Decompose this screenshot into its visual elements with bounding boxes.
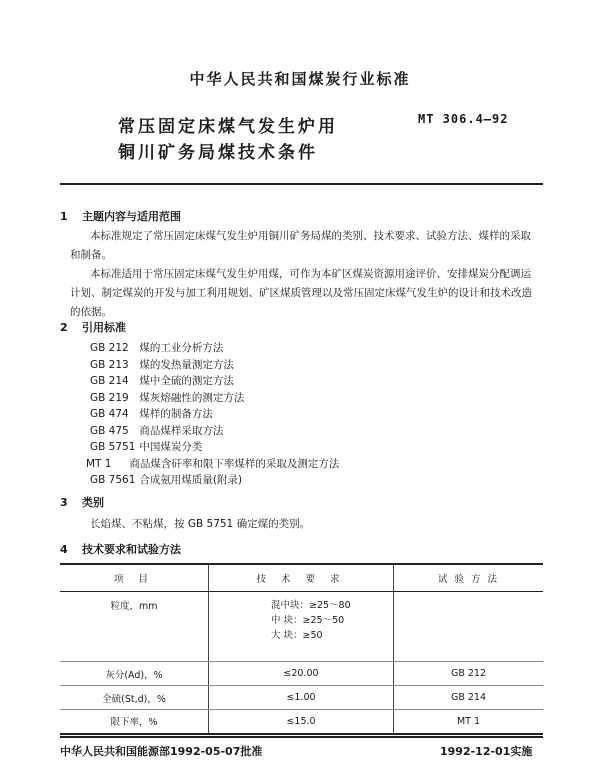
document-title-line-1: 常压固定床煤气发生炉用: [118, 117, 338, 137]
document-title-line-2: 铜川矿务局煤技术条件: [118, 143, 318, 163]
reference-item: [90, 439, 339, 456]
section-number: 4: [60, 543, 68, 556]
reference-item: [90, 340, 339, 357]
cell-item: 限下率，%: [60, 710, 209, 734]
reference-code: GB 214: [90, 375, 129, 387]
cell-method: MT 1: [394, 710, 544, 734]
footer-rule: [60, 736, 543, 738]
reference-title: 中国煤炭分类: [139, 441, 203, 453]
size-line-medium: 中 块：≥25～50: [271, 615, 345, 626]
reference-title: 商品煤样采取方法: [139, 424, 224, 437]
section-3-heading: [60, 494, 104, 510]
header-item: 项 目: [60, 564, 209, 592]
reference-code: GB 474: [90, 408, 129, 420]
requirements-table: [60, 563, 543, 735]
header-method: 试 验 方 法: [394, 564, 544, 592]
section-1-heading: [60, 208, 181, 224]
section-3-text: 长焰煤、不粘煤，按 GB 5751 确定煤的类别。: [90, 518, 311, 530]
reference-item: [90, 472, 339, 489]
section-2-heading: [60, 319, 126, 335]
section-number: 1: [60, 210, 68, 223]
reference-item: [86, 456, 339, 473]
cell-item: 灰分(Ad)，%: [60, 662, 209, 686]
cell-item: 全硫(St,d)，%: [60, 686, 209, 710]
section-1-paragraph-2: 本标准适用于常压固定床煤气发生炉用煤，可作为本矿区煤炭资源用途评价、安排煤炭分配调运计划、制定煤炭的开发与加工利用规划、矿区煤质管理以及常压固定床煤气发生炉的设计和技术改造的依据。: [70, 268, 532, 318]
size-line-mixed: 混中块：≥25～80: [271, 600, 351, 611]
reference-code: GB 212: [90, 342, 129, 354]
cell-requirement: ≤20.00: [209, 662, 394, 686]
table-row-ash: [60, 662, 543, 686]
header-rule: [60, 183, 543, 185]
section-number: 2: [60, 321, 68, 334]
cell-requirement: ≤1.00: [209, 686, 394, 710]
implementation-date: 1992-12-01实施: [440, 745, 533, 758]
reference-item: [90, 390, 339, 407]
cell-method: [394, 592, 544, 662]
reference-title: 煤中全硫的测定方法: [139, 375, 234, 387]
reference-code: GB 219: [90, 391, 129, 404]
reference-item: [90, 406, 339, 423]
reference-item: [90, 357, 339, 374]
cell-requirement: ≤15.0: [209, 710, 394, 734]
section-title: 技术要求和试验方法: [82, 543, 181, 556]
table-row-undersize: [60, 710, 543, 734]
reference-title: 煤的工业分析方法: [139, 342, 224, 354]
standard-category-title: 中华人民共和国煤炭行业标准: [189, 70, 411, 88]
section-number: 3: [60, 496, 68, 509]
reference-code: GB 5751: [90, 441, 136, 453]
cell-requirement: [209, 592, 394, 662]
reference-code: GB 213: [90, 358, 129, 371]
table-row-sulfur: [60, 686, 543, 710]
reference-title: 煤样的制备方法: [139, 408, 213, 420]
reference-code: GB 7561: [90, 474, 136, 486]
table-row-size: [60, 592, 543, 662]
approval-line: 中华人民共和国能源部1992-05-07批准: [60, 745, 263, 758]
reference-code: GB 475: [90, 424, 129, 437]
cell-item: 粒度，mm: [60, 592, 209, 662]
size-line-large: 大 块：≥50: [271, 630, 323, 641]
reference-item: [90, 373, 339, 390]
section-1-paragraph-1: 本标准规定了常压固定床煤气发生炉用铜川矿务局煤的类别、技术要求、试验方法、煤样的采取和制备。: [70, 230, 531, 261]
section-title: 主题内容与适用范围: [82, 210, 181, 223]
section-4-heading: [60, 541, 181, 557]
section-title: 引用标准: [82, 321, 126, 334]
table-header-row: [60, 564, 543, 592]
cell-method: GB 212: [394, 662, 544, 686]
reference-title: 煤的发热量测定方法: [139, 358, 234, 371]
reference-item: [90, 423, 339, 440]
reference-title: 合成氨用煤质量(附录): [139, 474, 243, 486]
cell-method: GB 214: [394, 686, 544, 710]
reference-title: 煤灰熔融性的测定方法: [139, 391, 245, 404]
standard-code: MT 306.4—92: [418, 112, 509, 126]
reference-title: 商品煤含矸率和限下率煤样的采取及测定方法: [129, 457, 340, 470]
section-title: 类别: [82, 496, 104, 509]
reference-code: MT 1: [86, 457, 112, 470]
reference-list: [86, 340, 340, 489]
header-requirement: 技 术 要 求: [209, 564, 394, 592]
